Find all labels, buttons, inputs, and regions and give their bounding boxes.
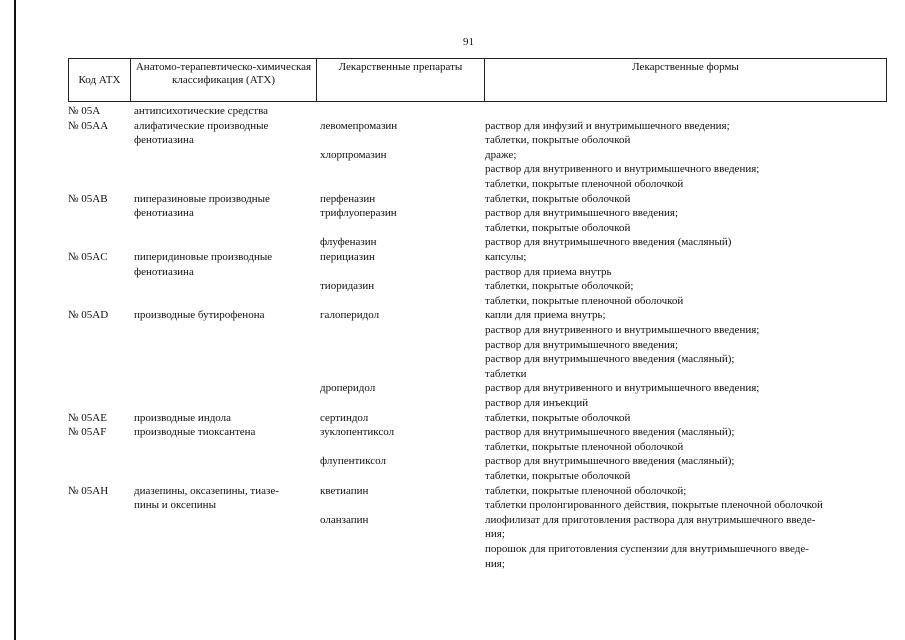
atx-code-cell: № 05AD [68,309,109,322]
header-forms: Лекарственные формы [485,59,887,102]
header-drugs: Лекарственные препараты [317,59,485,102]
drug-cell: перициазин [320,251,375,263]
dosage-form-cell: раствор для инфузий и внутримышечного введения; [485,119,730,132]
dosage-form-cell: раствор для внутримышечного введения (масляный); [485,353,735,366]
drug-cell: дроперидол [320,382,376,395]
dosage-form-cell: таблетки, покрытые пленочной оболочкой [485,294,684,307]
dosage-form-cell: таблетки, покрытые оболочкой [485,411,631,424]
atx-code-cell: № 05AF [68,426,107,439]
classification-cell: производные тиоксантена [134,426,256,439]
classification-cell: фенотиазина [134,207,194,220]
header-code: Код АТХ [69,59,131,102]
classification-cell: фенотиазина [134,265,194,278]
dosage-form-cell: капсулы; [485,251,527,263]
dosage-form-cell: ния; [485,557,505,570]
dosage-form-cell: таблетки, покрытые оболочкой [485,221,631,234]
dosage-form-cell: раствор для приема внутрь [485,265,612,278]
drug-cell: кветиапин [320,484,369,497]
atx-code-cell: № 05AE [68,411,107,424]
drug-cell: левомепромазин [320,119,398,132]
table-header [68,58,887,102]
dosage-form-cell: раствор для внутримышечного введения; [485,207,679,220]
dosage-form-cell: ния; [485,528,505,541]
dosage-form-cell: драже; [485,148,517,161]
dosage-form-cell: таблетки, покрытые оболочкой [485,470,631,482]
classification-cell: пиперазиновые производные [134,192,270,205]
dosage-form-cell: раствор для инъекций [485,397,589,409]
dosage-form-cell: раствор для внутримышечного введения (масляный); [485,426,735,439]
dosage-form-cell: раствор для внутримышечного введения (масляный) [485,236,732,249]
dosage-form-cell: раствор для внутримышечного введения; [485,338,679,351]
page-number: 91 [463,36,474,48]
classification-cell: фенотиазина [134,134,194,147]
drug-cell: сертиндол [320,411,369,424]
drug-cell: флуфеназин [320,236,377,249]
dosage-form-cell: раствор для внутривенного и внутримышечного введения; [485,382,760,395]
drug-cell: флупентиксол [320,455,386,468]
dosage-form-cell: таблетки, покрытые оболочкой; [485,280,634,293]
atx-code-cell: № 05AB [68,192,108,205]
atx-code-cell: № 05AA [68,119,109,132]
classification-cell: производные индола [134,411,232,424]
classification-cell: диазепины, оксазепины, тиазе- [134,484,279,497]
dosage-form-cell: лиофилизат для приготовления раствора для внутримышечного введе- [485,513,816,526]
dosage-form-cell: таблетки, покрытые оболочкой [485,192,631,205]
dosage-form-cell: капли для приема внутрь; [485,309,606,322]
dosage-form-cell: раствор для внутримышечного введения (масляный); [485,455,735,468]
atx-code-cell: № 05AH [68,484,109,497]
dosage-form-cell: таблетки, покрытые пленочной оболочкой [485,178,684,190]
drug-cell: галоперидол [320,309,380,322]
drug-cell: хлорпромазин [320,148,387,161]
drug-cell: зуклопентиксол [320,426,395,439]
atx-code-cell: № 05A [68,105,101,117]
dosage-form-cell: таблетки, покрытые пленочной оболочкой; [485,484,687,497]
classification-cell: пиперидиновые производные [134,251,273,263]
drug-cell: трифлуоперазин [320,207,397,220]
header-classification: Анатомо-терапевтическо-химическая классификация (АТХ) [131,59,317,102]
classification-cell: антипсихотические средства [134,105,269,117]
drug-cell: оланзапин [320,513,369,526]
dosage-form-cell: раствор для внутривенного и внутримышечного введения; [485,163,760,176]
atx-code-cell: № 05AC [68,251,108,263]
binding-rule [14,0,16,640]
classification-cell: производные бутирофенона [134,309,265,322]
dosage-form-cell: порошок для приготовления суспензии для внутримышечного введе- [485,543,809,555]
classification-cell: пины и оксепины [134,499,216,512]
dosage-form-cell: таблетки, покрытые пленочной оболочкой [485,440,684,453]
drug-cell: перфеназин [320,192,376,205]
dosage-form-cell: таблетки [485,367,527,380]
dosage-form-cell: таблетки, покрытые оболочкой [485,134,631,147]
classification-cell: алифатические производные [134,119,269,132]
dosage-form-cell: раствор для внутривенного и внутримышечного введения; [485,324,760,336]
dosage-form-cell: таблетки пролонгированного действия, покрытые пленочной оболочкой [485,499,823,512]
drug-cell: тиоридазин [320,280,375,293]
